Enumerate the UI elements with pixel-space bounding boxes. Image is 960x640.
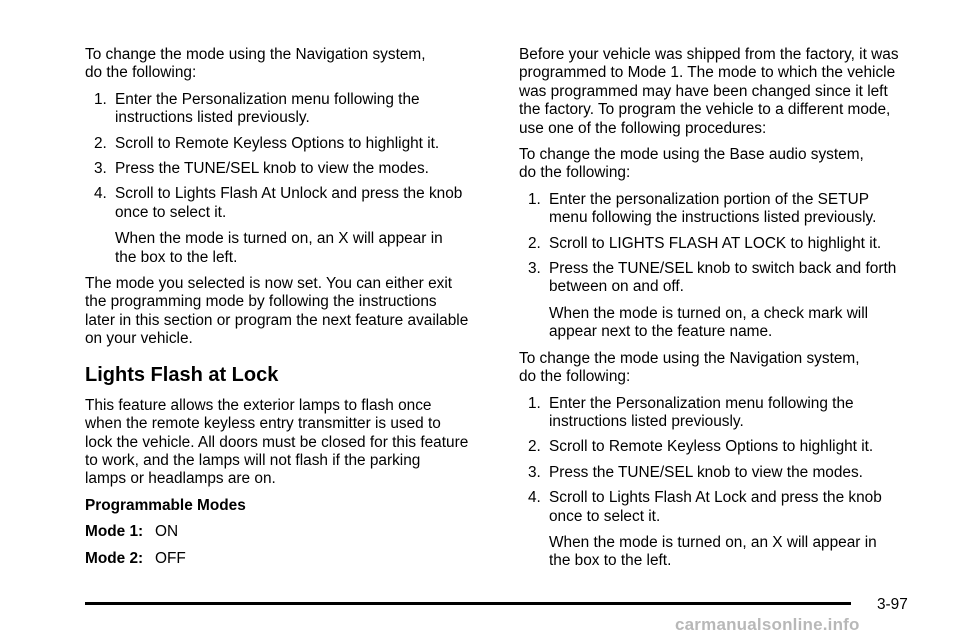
nav-steps-list	[85, 91, 495, 222]
list-item	[85, 91, 495, 128]
feature-description: This feature allows the exterior lamps to flash once when the remote keyless entry transmitter is used to lock the vehicle. All doors must be closed for this feature to work, and the lamps will not flash if the parking lamps or headlamps are on.	[85, 396, 469, 488]
list-item	[519, 489, 919, 526]
nav-intro-paragraph: To change the mode using the Navigation system, do the following:	[85, 46, 426, 82]
list-item	[519, 464, 919, 482]
base-intro-paragraph: To change the mode using the Base audio system, do the following:	[519, 146, 864, 182]
mode-row	[85, 550, 495, 568]
step-number: 4.	[528, 489, 541, 507]
step-number: 3.	[528, 260, 541, 278]
list-item	[85, 185, 495, 222]
step-number: 3.	[94, 160, 107, 178]
list-item	[519, 438, 919, 456]
left-column	[85, 46, 495, 576]
list-item	[519, 191, 919, 228]
section-heading: Lights Flash at Lock	[85, 363, 279, 386]
mode-label: Mode 1:	[85, 523, 144, 541]
list-item	[85, 160, 495, 178]
programmable-modes-title: Programmable Modes	[85, 496, 246, 514]
step-number: 1.	[94, 90, 107, 108]
mode-value: OFF	[155, 549, 186, 567]
step-text: Press the TUNE/SEL knob to switch back and forth between on and off.	[549, 260, 897, 296]
page-number: 3-97	[877, 596, 908, 613]
base-note: When the mode is turned on, a check mark will appear next to the feature name.	[549, 304, 869, 341]
nav-note: When the mode is turned on, an X will appear in the box to the left.	[115, 230, 443, 266]
step-text: Scroll to Lights Flash At Unlock and press the knob once to select it.	[115, 185, 463, 221]
step-text: Scroll to Remote Keyless Options to highlight it.	[115, 134, 440, 152]
step-number: 3.	[528, 463, 541, 481]
footer-rule	[85, 602, 851, 605]
step-text: Scroll to LIGHTS FLASH AT LOCK to highlight it.	[549, 234, 882, 252]
watermark-logo: carmanualsonline.info	[675, 615, 860, 634]
mode-label: Mode 2:	[85, 549, 144, 567]
nav-note: When the mode is turned on, an X will appear in the box to the left.	[549, 533, 877, 570]
factory-mode-paragraph: Before your vehicle was shipped from the factory, it was programmed to Mode 1. The mode to which the vehicle was programmed may have been changed since it left the factory. To program the vehicle to a different mode, use one of the following procedures:	[519, 46, 899, 137]
step-text: Enter the Personalization menu following the instructions listed previously.	[549, 394, 854, 430]
nav-steps-list	[519, 395, 919, 526]
right-column	[519, 46, 919, 579]
step-text: Scroll to Lights Flash At Lock and press the knob once to select it.	[549, 489, 882, 525]
step-number: 1.	[528, 394, 541, 412]
list-item	[519, 260, 919, 297]
step-text: Enter the personalization portion of the SETUP menu following the instructions listed previously.	[549, 190, 877, 227]
step-number: 2.	[528, 438, 541, 456]
step-number: 2.	[94, 134, 107, 152]
mode-value: ON	[155, 523, 179, 541]
step-text: Scroll to Remote Keyless Options to highlight it.	[549, 438, 874, 456]
list-item	[85, 135, 495, 153]
step-number: 1.	[528, 190, 541, 208]
step-number: 4.	[94, 185, 107, 203]
step-text: Press the TUNE/SEL knob to view the modes.	[549, 463, 863, 481]
mode-set-paragraph: The mode you selected is now set. You can either exit the programming mode by following the instructions later in this section or program the next feature available on your vehicle.	[85, 275, 469, 348]
list-item	[519, 395, 919, 432]
mode-row	[85, 523, 495, 541]
nav-intro-paragraph: To change the mode using the Navigation system, do the following:	[519, 349, 860, 386]
list-item	[519, 235, 919, 253]
step-text: Press the TUNE/SEL knob to view the modes.	[115, 160, 429, 178]
base-steps-list	[519, 191, 919, 297]
step-text: Enter the Personalization menu following the instructions listed previously.	[115, 90, 420, 127]
step-number: 2.	[528, 234, 541, 252]
